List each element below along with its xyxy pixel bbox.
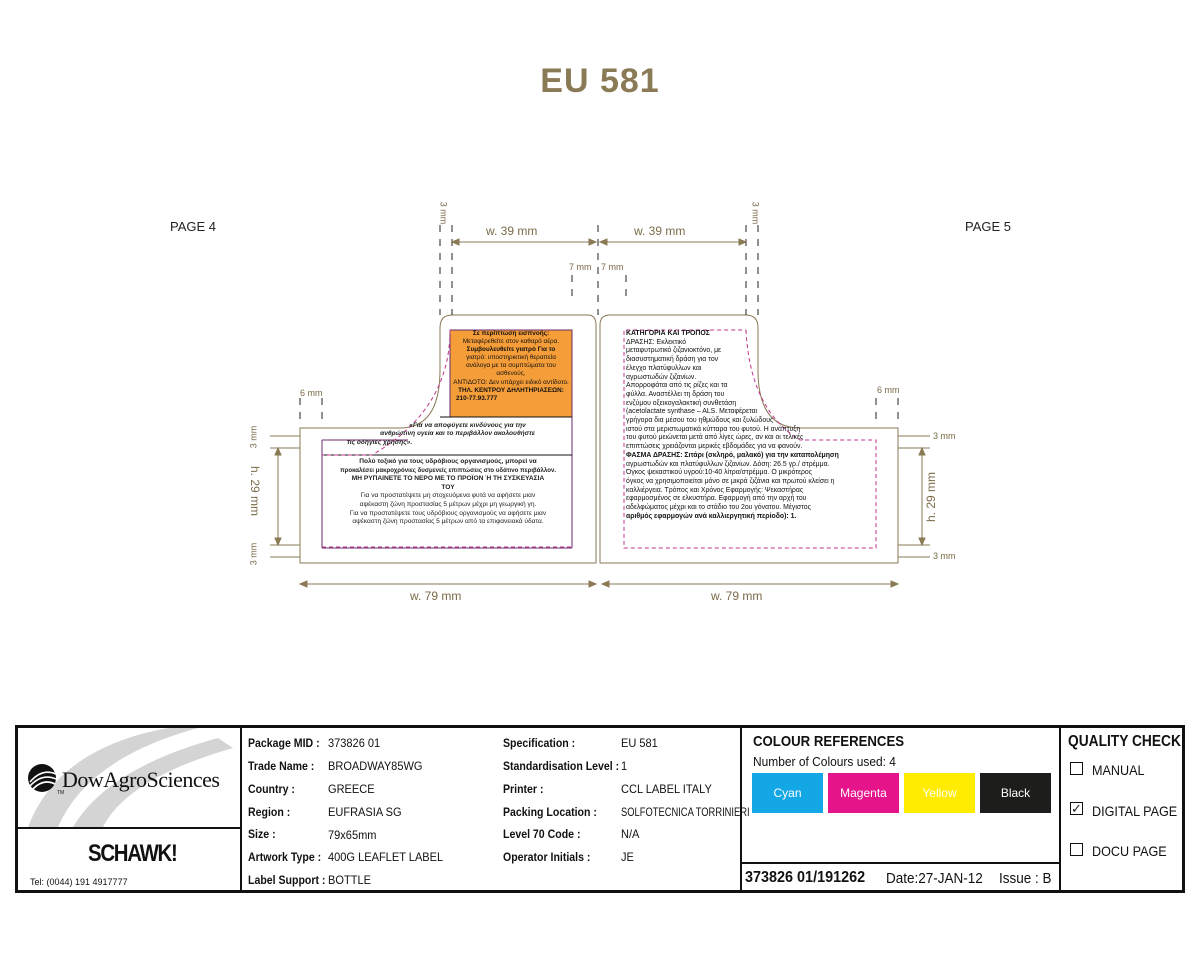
- qc-label-manual: MANUAL: [1092, 762, 1145, 778]
- usage-line: ιστού στα μεριστωματικά κύτταρα του φυτού. Η ανάπτυξη: [626, 425, 801, 433]
- warning-phone: 210-77.93.777: [456, 394, 498, 402]
- field-value: EUFRASIA SG: [328, 805, 402, 819]
- field-label: Trade Name :: [248, 759, 315, 773]
- warning-line: γιατρό: υποστηρικτική θεραπεία: [466, 354, 556, 362]
- job-date: Date:27-JAN-12: [886, 870, 983, 887]
- safety-line: «Για να αποφύγετε κινδύνους για την: [409, 422, 526, 429]
- page-4-label: PAGE 4: [170, 219, 217, 234]
- field-value: SOLFOTECNICA TORRINIERI: [621, 805, 750, 819]
- dim-3mm-right-1: 3 mm: [933, 431, 956, 441]
- env-line: Για να προστατέψετε τους υδρόβιους οργανισμούς να αφήσετε μιαν: [349, 509, 547, 517]
- field-value: 373826 01: [328, 736, 381, 750]
- warning-text: [452, 330, 570, 419]
- usage-line: αγρωστωδών και πλατύφυλλων ζιζανίων. Δόση: 26.5 γρ./ στρέμμα.: [626, 460, 830, 468]
- field-label: Region :: [248, 805, 291, 819]
- usage-line: έλεγχο πλατύφυλλων και: [626, 364, 702, 372]
- usage-line: εφαρμοσμένος σε ελκυστήρα. Εφαρμογή από την αρχή του: [626, 495, 807, 503]
- checkbox-docu-page[interactable]: [1070, 843, 1083, 856]
- page-title: EU 581: [540, 62, 660, 100]
- field-label: Level 70 Code :: [503, 827, 581, 841]
- quality-check-title: QUALITY CHECK: [1068, 733, 1181, 750]
- safety-line: τις οδηγίες χρήσης».: [347, 438, 413, 446]
- warning-line: ασθενούς.: [496, 370, 526, 378]
- field-label: Operator Initials :: [503, 850, 591, 864]
- colour-references-title: COLOUR REFERENCES: [753, 733, 905, 750]
- usage-line: αγρωστωδών ζιζανίων.: [626, 373, 697, 381]
- dim-3mm-left-1: 3 mm: [248, 425, 259, 449]
- field-label: Size :: [248, 827, 276, 841]
- dim-6mm-right: 6 mm: [877, 385, 900, 395]
- field-value: BOTTLE: [328, 873, 371, 887]
- brand-tm: TM: [57, 790, 65, 796]
- dim-7mm-left: 7 mm: [569, 262, 592, 272]
- environment-warning: [323, 458, 573, 527]
- usage-line: γρήγορα δια μέσου του ηθμώδους και ξυλώδους: [626, 417, 774, 425]
- field-value: CCL LABEL ITALY: [621, 782, 712, 796]
- usage-line: καλλιέργεια. Τρόπος και Χρόνος Εφαρμογής: Ψεκαστήρας: [626, 486, 804, 494]
- field-value: BROADWAY85WG: [328, 759, 423, 773]
- field-label: Packing Location :: [503, 805, 597, 819]
- swatch-cyan: Cyan: [752, 773, 823, 813]
- field-value: JE: [621, 850, 634, 864]
- dim-3mm-right-2: 3 mm: [933, 551, 956, 561]
- warning-line: ΑΝΤΙΔΟΤΟ: Δεν υπάρχει ειδικό αντίδοτο.: [453, 378, 569, 386]
- dim-w39-left: w. 39 mm: [486, 224, 538, 238]
- usage-line: ΔΡΑΣΗΣ: Εκλεκτικό: [626, 338, 687, 346]
- divider: [18, 827, 240, 829]
- dim-w79-right: w. 79 mm: [711, 589, 763, 603]
- safety-line: ανθρώπινη υγεία και το περιβάλλον ακολουθήστε: [380, 430, 535, 438]
- env-line: αψέκαστη ζώνη προστασίας 5 μέτρων από τα επιφανειακά ύδατα.: [352, 518, 544, 526]
- usage-line: ενζύμου οξεικογαλακτική συνθετάση: [626, 399, 737, 407]
- usage-line: ΚΑΤΗΓΟΡΙΑ ΚΑΙ ΤΡΟΠΟΣ: [626, 330, 710, 337]
- usage-line: του φυτού μειώνεται μετά από λίγες ώρες, αν και οι τελικές: [626, 434, 804, 442]
- divider: [240, 727, 242, 891]
- dim-3mm-top-right: 3 mm: [750, 201, 761, 225]
- divider: [1059, 727, 1061, 891]
- usage-line: αριθμός εφαρμογών ανά καλλιεργητική περίοδο): 1.: [626, 512, 797, 520]
- job-reference: 373826 01/191262: [745, 869, 866, 886]
- env-line: Για να προστατέψετε μη στοχευόμενα φυτά να αφήσετε μιαν: [360, 492, 536, 500]
- field-value: 400G LEAFLET LABEL: [328, 850, 444, 864]
- job-issue: Issue : B: [999, 870, 1052, 887]
- env-line: Πολύ τοξικό για τους υδρόβιους οργανισμούς, μπορεί να: [359, 458, 537, 465]
- warning-line: Συμβουλευθείτε γιατρό Για το: [466, 346, 556, 354]
- field-value: GREECE: [328, 782, 375, 796]
- field-label: Country :: [248, 782, 295, 796]
- field-value: 79x65mm: [328, 828, 377, 842]
- env-line: αψέκαστη ζώνη προστασίας 5 μέτρων μέχρι μη γεωργική γη.: [359, 500, 537, 508]
- usage-line: διασυστηματική δράση για τον: [626, 356, 719, 364]
- dim-w79-left: w. 79 mm: [410, 589, 462, 603]
- field-value: N/A: [621, 827, 640, 841]
- dim-6mm-left: 6 mm: [300, 388, 323, 398]
- field-label: Artwork Type :: [248, 850, 322, 864]
- usage-line: όγκος να χρησιμοποιείται μόνο σε μικρά ζιζάνια και πρωτού κλείσει η: [626, 477, 835, 485]
- usage-line: αδελφώματος μέχρι και το στάδιο του 2ου γόνατου. Μέγιστος: [626, 504, 811, 512]
- checkbox-digital-page[interactable]: ✓: [1071, 801, 1082, 816]
- field-label: Label Support :: [248, 873, 326, 887]
- swatch-black: Black: [980, 773, 1051, 813]
- colour-count: Number of Colours used: 4: [753, 754, 896, 769]
- dim-3mm-top-left: 3 mm: [438, 201, 449, 225]
- dim-7mm-right: 7 mm: [601, 262, 624, 272]
- field-label: Printer :: [503, 782, 544, 796]
- dim-h29-left: h. 29 mm: [248, 465, 263, 517]
- field-value: EU 581: [621, 736, 658, 750]
- usage-line: Όγκος ψεκαστικού υγρού:10-40 λίτρα/στρέμμα. Ο μικρότερος: [626, 469, 813, 477]
- checkbox-manual[interactable]: [1070, 762, 1083, 775]
- usage-line: (acetolactate synthase – ALS. Μεταφέρεται: [626, 408, 758, 416]
- env-line: ΜΗ ΡΥΠΑΙΝΕΤΕ ΤΟ ΝΕΡΟ ΜΕ ΤΟ ΠΡΟΪΟΝ Ή ΤΗ ΣΥΣΚΕΥΑΣΙΑ: [351, 475, 545, 483]
- field-label: Standardisation Level :: [503, 759, 620, 773]
- warning-line: Σε περίπτωση εισπνοής:: [472, 330, 550, 337]
- field-label: Package MID :: [248, 736, 320, 750]
- dim-h29-right: h. 29 mm: [924, 471, 939, 523]
- page-5-label: PAGE 5: [965, 219, 1012, 234]
- warning-line: ανάλογα με τα συμπτώματα του: [466, 362, 556, 370]
- env-line: ΤΟΥ: [441, 483, 455, 491]
- swatch-yellow: Yellow: [904, 773, 975, 813]
- usage-line: Απορροφάται από τις ρίζες και τα: [626, 382, 728, 390]
- brand-name: DowAgroSciences: [62, 767, 220, 792]
- agency-logo: SCHAWK!: [88, 840, 177, 867]
- qc-label-digital-page: DIGITAL PAGE: [1092, 803, 1178, 819]
- swatch-magenta: Magenta: [828, 773, 899, 813]
- env-line: προκαλέσει μακροχρόνιες δυσμενείς επιπτώσεις στο υδάτινο περιβάλλον.: [339, 466, 557, 474]
- usage-line: ΦΑΣΜΑ ΔΡΑΣΗΣ: Σιτάρι (σκληρό, μαλακό) για την καταπολέμηση: [626, 451, 839, 459]
- safety-notice: [325, 422, 570, 447]
- usage-line: μεταφυτρωτικό ζιζανιοκτόνο, με: [626, 347, 722, 355]
- divider: [742, 862, 1059, 864]
- warning-line: Μεταφέρεθείτε στον καθαρό αέρα.: [462, 338, 560, 346]
- field-value: 1: [621, 759, 628, 773]
- usage-text: [626, 330, 876, 521]
- usage-line: φύλλα. Αναστέλλει τη δράση του: [626, 390, 725, 398]
- field-label: Specification :: [503, 736, 576, 750]
- agency-phone: Tel: (0044) 191 4917777: [30, 877, 128, 887]
- dim-3mm-left-2: 3 mm: [248, 542, 259, 566]
- warning-line: ΤΗΛ. ΚΕΝΤΡΟΥ ΔΗΛΗΤΗΡΙΑΣΕΩΝ:: [458, 386, 564, 394]
- qc-label-docu-page: DOCU PAGE: [1092, 843, 1167, 859]
- dim-w39-right: w. 39 mm: [634, 224, 686, 238]
- usage-line: επιπτώσεις χρειάζονται μερικές εβδομάδες για να φανούν.: [626, 443, 803, 451]
